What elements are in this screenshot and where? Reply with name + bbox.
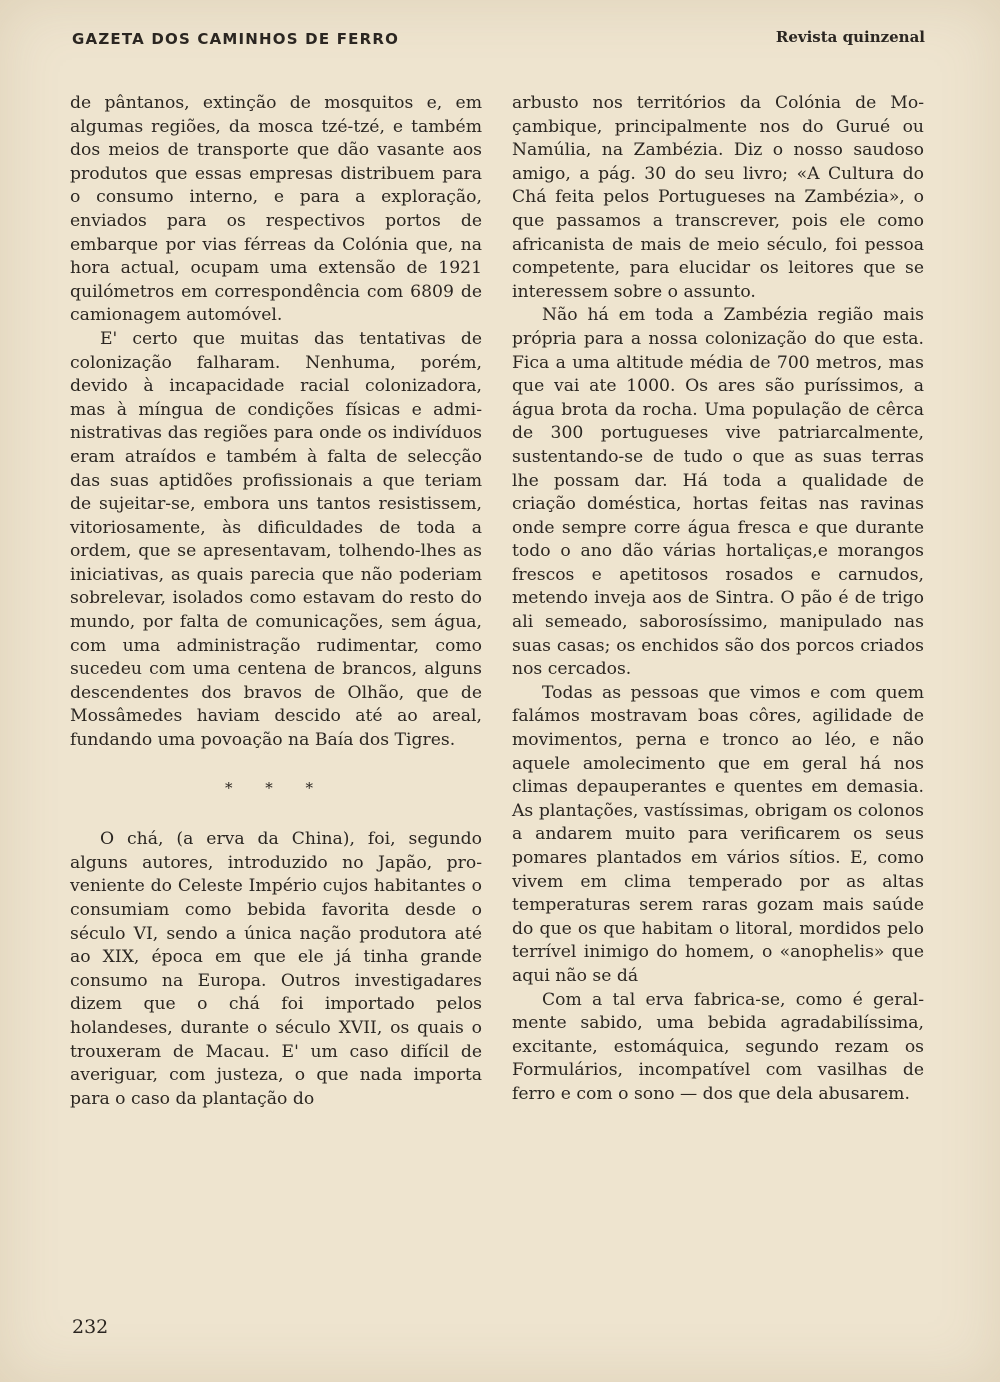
paragraph: de pântanos, extinção de mosquitos e, em algumas regiões, da mosca tzé-tzé, e também dos meios de transporte que dão vasante aos produtos que essas empresas distribuem para o consumo interno, e para a exploração, enviados para os respectivos portos de embarque por vias férreas da Colónia que, na hora actual, ocupam uma extensão de 1921 quilómetros em correspondência com 6809 de camionagem automóvel. [70, 93, 482, 326]
section-separator: * * * [224, 778, 328, 797]
paragraph: arbusto nos territórios da Colónia de Moçambique, principalmente nos do Gurué ou Namúlia, na Zambézia. Diz o nosso saudoso amigo, a pág. 30 do seu livro; «A Cultura do Chá feita pelos Portugueses na Zambézia», o que passamos a transcrever, pois ele como africanista de mais de meio século, foi pessoa competente, para elucidar os leitores que se interessem sobre o assunto. [512, 93, 924, 302]
running-header-title: GAZETA DOS CAMINHOS DE FERRO [72, 30, 400, 48]
paragraph: O chá, (a erva da China), foi, segundo alguns autores, introduzido no Japão, proveniente do Celeste Império cujos habitantes o consumiam como bebida favorita desde o século VI, sendo a única nação produtora até ao XIX, época em que ele já tinha grande consumo na Europa. Outros investigadares dizem que o chá foi importado pelos holandeses, durante o século XVII, os quais o trouxeram de Macau. E' um caso difícil de averiguar, com justeza, o que nada importa para o caso da plantação do [70, 829, 482, 1109]
paragraph: E' certo que muitas das tentativas de colonização falharam. Nenhuma, porém, devido à incapacidade racial colonizadora, mas à míngua de condições físicas e administrativas das regiões para onde os indivíduos eram atraídos e também à falta de selecção das suas aptidões profissionais a que teriam de sujeitar-se, embora uns tantos resistissem, vitoriosamente, às dificuldades de toda a ordem, que se apresentavam, tolhendo-lhes as iniciativas, as quais parecia que não poderiam sobrelevar, isolados como estavam do resto do mundo, por falta de comunicações, sem água, com uma administração rudimentar, como sucedeu com uma centena de brancos, alguns descendentes dos bravos de Olhão, que de Mossâmedes haviam descido até ao areal, fundando uma povoação na Baía dos Tigres. [70, 328, 482, 751]
right-column [512, 92, 924, 1107]
left-column [70, 92, 482, 1111]
paragraph: Todas as pessoas que vimos e com quem falámos mostravam boas côres, agilidade de movimentos, perna e tronco ao léo, e não aquele amolecimento que em geral há nos climas depauperantes e quentes em demasia. As plantações, vastíssimas, obrigam os colonos a andarem muito para verificarem os seus pomares plantados em vários sítios. E, como vivem em clima temperado por as altas temperaturas serem raras gozam mais saúde do que os que habitam o litoral, mordidos pelo terrível inimigo do homem, o «anophelis» que aqui não se dá [512, 682, 924, 986]
paragraph: Não há em toda a Zambézia região mais própria para a nossa colonização do que esta. Fica a uma altitude média de 700 metros, mas que vai ate 1000. Os ares são puríssimos, a água brota da rocha. Uma população de cêrca de 300 portugueses vive patriarcalmente, sustentando-se de tudo o que as suas terras lhe possam dar. Há toda a qualidade de criação doméstica, hortas feitas nas ravinas onde sempre corre água fresca e que durante todo o ano dão várias hortaliças,e morangos frescos e apetitosos rosados e carnudos, metendo inveja aos de Sintra. O pão é de trigo ali semeado, saborosíssimo, manipulado nas suas casas; os enchidos são dos porcos criados nos cercados. [512, 305, 924, 680]
paragraph: Com a tal erva fabrica-se, como é geralmente sabido, uma bebida agradabilíssima, excitante, estomáquica, segundo rezam os Formulários, incompatível com vasilhas de ferro e com o sono — dos que dela abusarem. [512, 989, 924, 1104]
page-number: 232 [72, 1316, 109, 1338]
running-header-subtitle: Revista quinzenal [775, 28, 925, 46]
